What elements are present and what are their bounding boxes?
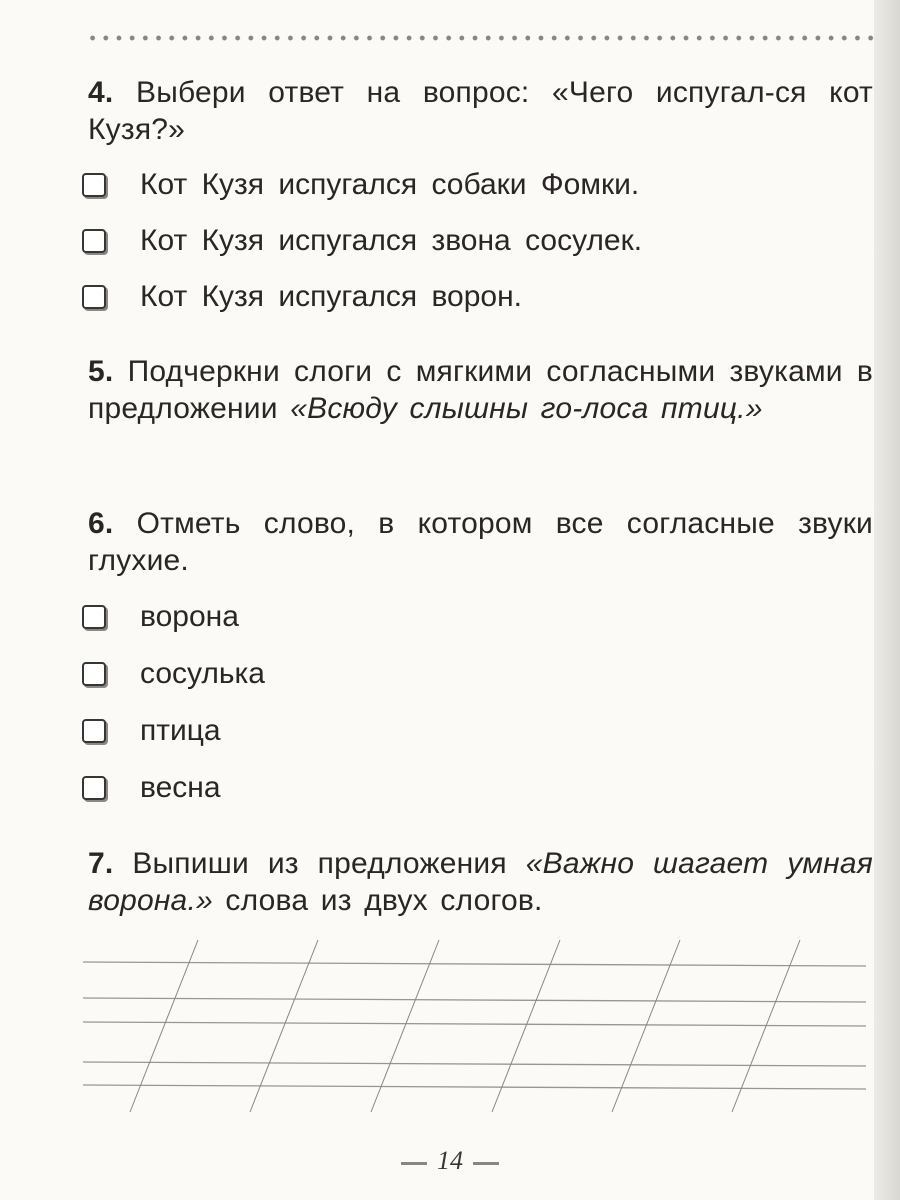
option-label: Кот Кузя испугался ворон.	[140, 280, 522, 313]
slant-line	[612, 940, 680, 1112]
slant-line	[492, 940, 560, 1112]
question-4-number: 4.	[88, 76, 114, 109]
question-7-text: Выпиши из предложения	[132, 847, 507, 880]
ruled-line	[83, 1085, 866, 1089]
question-7-quote: «Важно шагает умная ворона.»	[88, 847, 873, 917]
question-5-number: 5.	[88, 355, 114, 388]
ruled-line	[83, 998, 866, 1002]
question-7-number: 7.	[88, 847, 114, 880]
question-5-text: Подчеркни слоги с мягкими согласными звуками в предложении	[88, 355, 873, 425]
option-label: весна	[140, 771, 221, 804]
option-label: сосулька	[140, 657, 265, 690]
page-number-text: 14	[437, 1146, 463, 1175]
option-label: ворона	[140, 600, 239, 633]
ruled-line	[83, 962, 866, 966]
question-7-text-after: слова из двух слогов.	[225, 884, 543, 917]
option-label: Кот Кузя испугался собаки Фомки.	[140, 168, 640, 201]
option-label: Кот Кузя испугался звона сосулек.	[140, 224, 643, 257]
slant-line	[130, 940, 198, 1112]
question-5-quote: «Всюду слышны го-лоса птиц.»	[290, 392, 763, 425]
option-label: птица	[140, 714, 221, 747]
ruled-line	[83, 1022, 866, 1026]
question-6-text: Отметь слово, в котором все согласные звуки глухие.	[88, 507, 873, 577]
ruled-line	[83, 1062, 866, 1066]
question-4-text: Выбери ответ на вопрос: «Чего испугал-ся кот Кузя?»	[88, 76, 873, 146]
page-number	[0, 1146, 900, 1176]
question-6-number: 6.	[88, 507, 114, 540]
